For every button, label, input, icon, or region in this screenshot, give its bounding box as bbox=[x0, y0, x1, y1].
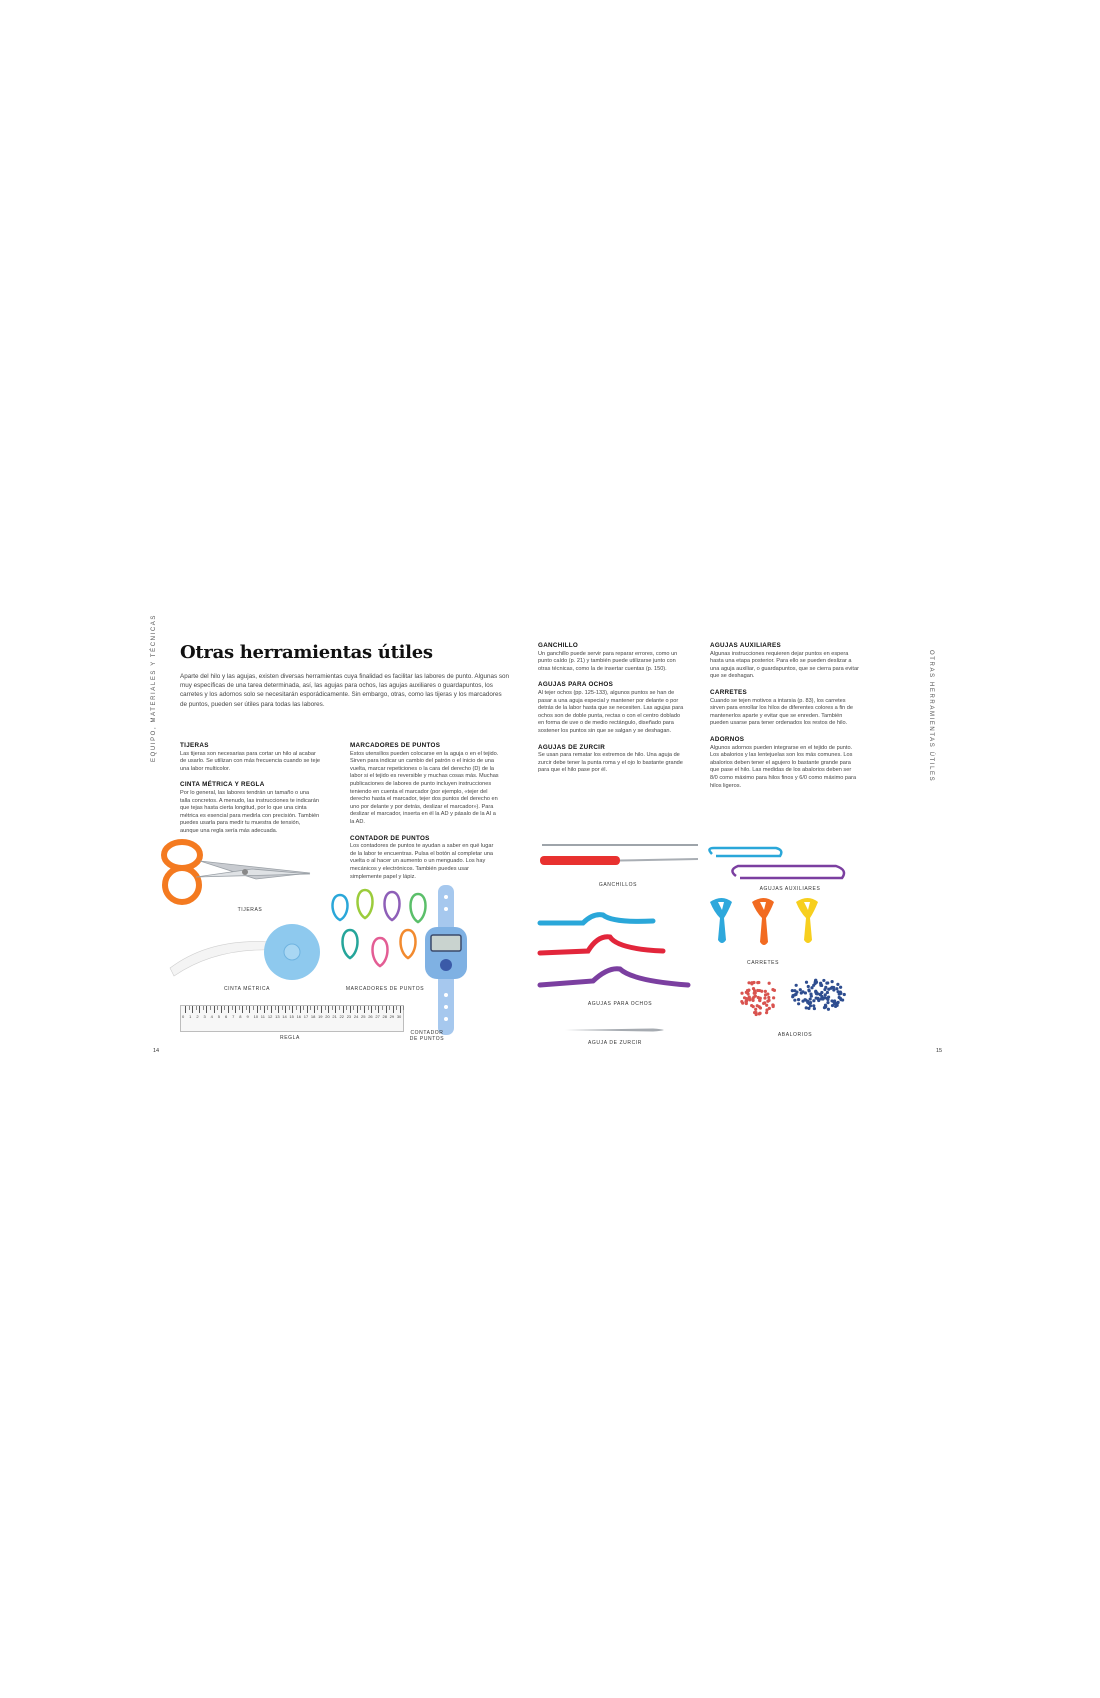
bead bbox=[752, 987, 755, 990]
bead bbox=[762, 1002, 765, 1005]
cable-needle-purple bbox=[540, 969, 688, 985]
bead bbox=[804, 991, 807, 994]
bead bbox=[824, 986, 827, 989]
bead bbox=[797, 998, 800, 1001]
bead bbox=[758, 1005, 761, 1008]
bead bbox=[806, 1000, 809, 1003]
section-text-auxiliares: Algunas instrucciones requieren dejar puntos en espera hasta una etapa posterior. Para ello se pueden deslizar a una aguja auxiliar, o guardapuntos, que se cierra para evitar que se deshagan. bbox=[710, 650, 859, 680]
tape-strip bbox=[170, 942, 272, 976]
ruler-half-tick bbox=[396, 1006, 397, 1010]
right-column-1 bbox=[538, 642, 686, 783]
bead bbox=[795, 984, 798, 987]
tape-measure-image bbox=[170, 920, 330, 990]
section-heading-ochos: AGUJAS PARA OCHOS bbox=[538, 681, 614, 689]
bead bbox=[843, 993, 846, 996]
ruler-half-tick bbox=[282, 1006, 283, 1010]
bead bbox=[814, 979, 817, 982]
caption-contador-line-2: DE PUNTOS bbox=[409, 1036, 445, 1042]
ruler-number: 9 bbox=[246, 1014, 249, 1019]
bead bbox=[752, 996, 755, 999]
bead bbox=[746, 989, 749, 992]
section-text-adornos: Algunos adornos pueden integrarse en el tejido de punto. Los abalorios y las lentejuelas son los más comunes. Los abalorios deben tener el agujero lo bastante grande para que pase el hilo. Las medidas de los abalorios deben ser 8/0 como máximo para hilos finos y 6/0 como máximo para hilos ligeros. bbox=[710, 744, 857, 789]
bead bbox=[809, 997, 812, 1000]
stitch-holder-blue bbox=[709, 848, 781, 856]
caption-contador-line-1: CONTADOR bbox=[410, 1030, 444, 1036]
ruler-tick bbox=[393, 1006, 394, 1013]
ruler-number: 13 bbox=[275, 1014, 280, 1019]
bead bbox=[756, 981, 759, 984]
bead bbox=[752, 999, 755, 1002]
ruler-tick bbox=[228, 1006, 229, 1013]
ruler-number: 23 bbox=[346, 1014, 352, 1019]
caption-auxiliares: AGUJAS AUXILIARES bbox=[759, 886, 821, 892]
ruler-tick bbox=[400, 1006, 401, 1013]
ruler-half-tick bbox=[296, 1006, 297, 1010]
bead bbox=[801, 1000, 804, 1003]
bead bbox=[827, 1008, 830, 1011]
darning-needle-image bbox=[565, 1026, 665, 1034]
ruler-half-tick bbox=[339, 1006, 340, 1010]
bead bbox=[766, 993, 769, 996]
cable-needle-red bbox=[540, 937, 663, 953]
ruler-half-tick bbox=[353, 1006, 354, 1010]
bead bbox=[821, 997, 824, 1000]
bead bbox=[767, 996, 770, 999]
ruler-number: 3 bbox=[203, 1014, 206, 1019]
ruler-tick bbox=[364, 1006, 365, 1013]
crochet-hooks-image bbox=[540, 842, 700, 882]
section-heading-ganchillo: GANCHILLO bbox=[538, 642, 579, 649]
bead bbox=[812, 1004, 815, 1007]
caption-zurcir: AGUJA DE ZURCIR bbox=[587, 1040, 642, 1046]
ruler-number: 5 bbox=[217, 1014, 221, 1019]
marker-pink bbox=[373, 938, 388, 966]
ruler-number: 1 bbox=[189, 1014, 192, 1019]
ruler-tick bbox=[242, 1006, 243, 1013]
ruler-number: 7 bbox=[232, 1014, 235, 1019]
marker-purple bbox=[385, 892, 400, 920]
darning-needle bbox=[565, 1029, 664, 1032]
bead bbox=[795, 991, 798, 994]
left-running-header: EQUIPO, MATERIALES Y TÉCNICAS bbox=[151, 614, 157, 762]
bead bbox=[822, 979, 825, 982]
bead bbox=[810, 995, 813, 998]
caption-abalorios: ABALORIOS bbox=[777, 1032, 813, 1038]
bead bbox=[835, 987, 838, 990]
ruler-number: 18 bbox=[310, 1014, 316, 1019]
bead bbox=[772, 996, 775, 999]
beads-image bbox=[740, 975, 850, 1030]
ruler-tick bbox=[343, 1006, 344, 1013]
bobbins-image bbox=[710, 896, 830, 956]
caption-regla: REGLA bbox=[280, 1035, 300, 1041]
section-text-cinta: Por lo general, las labores tendrán un tamaño o una talla concretos. A menudo, las instrucciones te indicarán que tejas hasta cierta longitud, por lo que una cinta métrica es esencial para medirla con precisión. También puedes usarla para medir tu muestra de tensión, aunque una regla sería más adecuada. bbox=[180, 789, 320, 834]
ruler-half-tick bbox=[196, 1006, 197, 1010]
scissors-handle-bottom bbox=[165, 868, 199, 902]
ruler-half-tick bbox=[253, 1006, 254, 1010]
ruler-tick bbox=[278, 1006, 279, 1013]
bead bbox=[800, 991, 803, 994]
bead bbox=[820, 984, 823, 987]
counter-button bbox=[440, 959, 452, 971]
ruler-number: 22 bbox=[339, 1014, 344, 1019]
ruler-tick bbox=[350, 1006, 351, 1013]
scissors-image bbox=[160, 835, 320, 915]
bead bbox=[747, 992, 750, 995]
marker-teal bbox=[343, 930, 358, 958]
cable-needles-image bbox=[538, 905, 698, 1005]
ruler-number: 8 bbox=[239, 1014, 242, 1019]
caption-ganchillos: GANCHILLOS bbox=[598, 882, 638, 888]
bead bbox=[834, 1005, 837, 1008]
ruler-number: 28 bbox=[382, 1014, 387, 1019]
bead bbox=[805, 981, 808, 984]
bead bbox=[807, 985, 810, 988]
ruler-number: 30 bbox=[396, 1014, 402, 1019]
bead bbox=[765, 1004, 768, 1007]
book-spread bbox=[150, 614, 950, 1070]
ruler-half-tick bbox=[210, 1006, 211, 1010]
bead bbox=[745, 997, 748, 1000]
row-counter-image bbox=[422, 885, 472, 1035]
ruler-number: 14 bbox=[282, 1014, 287, 1019]
ruler-number: 16 bbox=[296, 1014, 302, 1019]
bead bbox=[837, 1001, 840, 1004]
ruler-number: 19 bbox=[318, 1014, 323, 1019]
scissors-pivot bbox=[242, 869, 248, 875]
ruler-half-tick bbox=[203, 1006, 204, 1010]
crochet-hook-red-shaft bbox=[620, 859, 698, 861]
page-number-right: 15 bbox=[936, 1048, 943, 1054]
bead bbox=[766, 1000, 769, 1003]
bead bbox=[740, 992, 743, 995]
crochet-hook-red-handle bbox=[540, 856, 620, 865]
bobbin-yellow bbox=[796, 898, 818, 943]
ruler-half-tick bbox=[289, 1006, 290, 1010]
ruler-half-tick bbox=[389, 1006, 390, 1010]
bead bbox=[757, 996, 760, 999]
bead bbox=[826, 1001, 829, 1004]
ruler-tick bbox=[257, 1006, 258, 1013]
ruler-number: 15 bbox=[289, 1014, 294, 1019]
caption-ochos: AGUJAS PARA OCHOS bbox=[587, 1001, 653, 1007]
stitch-holders-image bbox=[706, 846, 856, 886]
stitch-holder-purple bbox=[732, 866, 844, 878]
section-heading-cinta: CINTA MÉTRICA Y REGLA bbox=[180, 781, 265, 789]
bead bbox=[765, 1011, 768, 1014]
ruler-tick bbox=[192, 1006, 193, 1013]
section-heading-adornos: ADORNOS bbox=[710, 735, 745, 743]
bead bbox=[831, 980, 834, 983]
ruler-ticks bbox=[181, 1006, 403, 1031]
bead bbox=[752, 1005, 755, 1008]
ruler-half-tick bbox=[232, 1006, 233, 1010]
ruler-tick bbox=[378, 1006, 379, 1013]
bead bbox=[826, 991, 829, 994]
ruler-number: 17 bbox=[303, 1014, 309, 1019]
bead bbox=[826, 998, 829, 1001]
bead bbox=[768, 1007, 771, 1010]
bead bbox=[740, 1000, 743, 1003]
bead bbox=[754, 1008, 757, 1011]
ruler-half-tick bbox=[246, 1006, 247, 1010]
bead bbox=[833, 1002, 836, 1005]
ruler-tick bbox=[214, 1006, 215, 1013]
ruler-number: 0 bbox=[182, 1014, 185, 1019]
bead bbox=[839, 992, 842, 995]
right-column-2 bbox=[710, 642, 860, 798]
bead bbox=[752, 981, 755, 984]
bead bbox=[809, 1004, 812, 1007]
ruler-half-tick bbox=[224, 1006, 225, 1010]
ruler-tick bbox=[328, 1006, 329, 1013]
ruler-tick bbox=[285, 1006, 286, 1013]
bead bbox=[832, 988, 835, 991]
section-heading-auxiliares: AGUJAS AUXILIARES bbox=[710, 642, 781, 649]
caption-carretes: CARRETES bbox=[746, 960, 780, 966]
ruler-half-tick bbox=[325, 1006, 326, 1010]
right-running-header: OTRAS HERRAMIENTAS ÚTILES bbox=[928, 650, 934, 783]
bead bbox=[827, 988, 830, 991]
ruler-half-tick bbox=[346, 1006, 347, 1010]
ruler-half-tick bbox=[360, 1006, 361, 1010]
bead bbox=[814, 990, 817, 993]
marker-orange bbox=[401, 930, 416, 958]
section-heading-carretes: CARRETES bbox=[710, 688, 748, 696]
ruler-tick bbox=[199, 1006, 200, 1013]
bead bbox=[797, 1002, 800, 1005]
bead bbox=[768, 982, 771, 985]
ruler-tick bbox=[185, 1006, 186, 1013]
bead bbox=[808, 989, 811, 992]
ruler-tick bbox=[249, 1006, 250, 1013]
bead bbox=[764, 990, 767, 993]
left-column-1 bbox=[180, 742, 320, 844]
ruler-tick bbox=[300, 1006, 301, 1013]
bead bbox=[836, 983, 839, 986]
ruler-tick bbox=[264, 1006, 265, 1013]
ruler-half-tick bbox=[310, 1006, 311, 1010]
ruler-half-tick bbox=[382, 1006, 383, 1010]
ruler-number: 20 bbox=[325, 1014, 330, 1019]
ruler-tick bbox=[307, 1006, 308, 1013]
bead bbox=[755, 1013, 758, 1016]
ruler-number: 24 bbox=[353, 1014, 359, 1019]
section-text-zurcir: Se usan para rematar los extremos de hilo. Una aguja de zurcir debe tener la punta roma y el ojo lo bastante grande para que el hilo pase por él. bbox=[538, 752, 683, 774]
section-heading-marcadores: MARCADORES DE PUNTOS bbox=[350, 742, 441, 749]
ruler-half-tick bbox=[375, 1006, 376, 1010]
bead bbox=[772, 1005, 775, 1008]
ruler-tick bbox=[357, 1006, 358, 1013]
ruler-tick bbox=[386, 1006, 387, 1013]
page-title: Otras herramientas útiles bbox=[180, 642, 433, 663]
ruler-number: 11 bbox=[260, 1014, 265, 1019]
bead bbox=[758, 989, 761, 992]
marker-lime bbox=[358, 890, 373, 918]
scissors-blade-2 bbox=[196, 869, 310, 877]
ruler-half-tick bbox=[267, 1006, 268, 1010]
left-column-2 bbox=[350, 742, 500, 889]
page-number-left: 14 bbox=[153, 1048, 160, 1054]
bead bbox=[838, 996, 841, 999]
bead bbox=[805, 1006, 808, 1009]
ruler-number: 25 bbox=[361, 1014, 366, 1019]
ruler-half-tick bbox=[317, 1006, 318, 1010]
ruler-tick bbox=[221, 1006, 222, 1013]
intro-paragraph: Aparte del hilo y las agujas, existen diversas herramientas cuya finalidad es facilitar las labores de punto. Algunas son muy específicas de una tarea determinada, así, las agujas para ochos, las agujas auxiliares o guardapuntos, los carretes y los adornos solo se necesitarán esporádicamente. Sin embargo, otras, como las tijeras y los marcadores de puntos, pueden ser útiles para todas las labores. bbox=[180, 673, 510, 708]
section-text-carretes: Cuando se tejen motivos a intarsia (p. 83), los carretes sirven para enrollar los hilos de diferentes colores a fin de mantenerlos aparte y evitar que se enreden. También pueden usarse para tener ordenados los restos de hilo. bbox=[710, 697, 854, 727]
ruler-number: 10 bbox=[253, 1014, 259, 1019]
section-text-contador: Los contadores de puntos te ayudan a saber en qué lugar de la labor te encuentras. Pulsa el botón al completar una vuelta o al hacer un aumento o un menguado. Los hay mecánicos y electrónicos. También puedes usar simplemente papel y lápiz. bbox=[350, 843, 494, 880]
bead bbox=[748, 997, 751, 1000]
caption-tijeras: TIJERAS bbox=[237, 907, 263, 913]
ruler-tick bbox=[206, 1006, 207, 1013]
caption-cinta: CINTA MÉTRICA bbox=[223, 986, 271, 992]
ruler-tick bbox=[271, 1006, 272, 1013]
section-text-tijeras: Las tijeras son necesarias para cortar un hilo al acabar de usarlo. Se utilizan con más frecuencia cuando se teje una labor multicolor. bbox=[180, 750, 320, 772]
bead bbox=[824, 1005, 827, 1008]
bobbin-blue bbox=[710, 898, 732, 943]
bead bbox=[836, 990, 839, 993]
bead bbox=[758, 1012, 761, 1015]
bead bbox=[771, 988, 774, 991]
bead bbox=[793, 999, 796, 1002]
bead bbox=[813, 1007, 816, 1010]
ruler-half-tick bbox=[189, 1006, 190, 1010]
bobbin-orange bbox=[752, 898, 774, 945]
ruler-number: 21 bbox=[332, 1014, 337, 1019]
ruler-number: 12 bbox=[267, 1014, 273, 1019]
bead bbox=[812, 999, 815, 1002]
ruler-half-tick bbox=[217, 1006, 218, 1010]
ruler-number: 27 bbox=[375, 1014, 380, 1019]
bead bbox=[753, 992, 756, 995]
bead bbox=[824, 993, 827, 996]
cable-needle-blue bbox=[540, 915, 653, 923]
bead bbox=[812, 984, 815, 987]
ruler-half-tick bbox=[368, 1006, 369, 1010]
marker-blue bbox=[333, 895, 348, 920]
ruler-number: 6 bbox=[224, 1014, 228, 1019]
bead bbox=[747, 981, 750, 984]
ruler-image bbox=[180, 1005, 404, 1032]
section-heading-zurcir: AGUJAS DE ZURCIR bbox=[538, 743, 606, 751]
caption-contador bbox=[405, 1030, 449, 1042]
tape-button bbox=[284, 944, 300, 960]
bead bbox=[763, 996, 766, 999]
section-text-marcadores: Estos utensilios pueden colocarse en la aguja o en el tejido. Sirven para indicar un cambio del patrón o el inicio de una vuelta, marcar repeticiones o la cara del derecho (D) de la labor si el tejido es reversible y muchas cosas más. Muchas publicaciones de labores de punto incluyen instrucciones teniendo en cuenta el marcador (por ejemplo, «tejer del derecho hasta el marcador, tejer dos puntos del derecho en uno por delante y por detrás, deslizar el marcador»). Para deslizar el marcador, inserta en él la AD y pásalo de la AI a la AD. bbox=[350, 750, 499, 825]
ruler-number: 26 bbox=[368, 1014, 373, 1019]
ruler-tick bbox=[371, 1006, 372, 1013]
ruler-number: 4 bbox=[210, 1014, 213, 1019]
ruler-half-tick bbox=[239, 1006, 240, 1010]
section-text-ganchillo: Un ganchillo puede servir para reparar errores, como un punto caído (p. 21) y también puede utilizarse junto con otras técnicas, como la de insertar cuentas (p. 150). bbox=[538, 650, 678, 672]
bead bbox=[825, 982, 828, 985]
ruler-tick bbox=[314, 1006, 315, 1013]
ruler-half-tick bbox=[403, 1006, 404, 1010]
bead bbox=[793, 993, 796, 996]
ruler-number: 2 bbox=[196, 1014, 199, 1019]
section-heading-tijeras: TIJERAS bbox=[180, 742, 209, 749]
section-text-ochos: Al tejer ochos (pp. 125-133), algunos puntos se han de pasar a una aguja especial y mantener por delante o por detrás de la labor hasta que se necesiten. Las agujas para ochos son de doble punta, rectas o con el centro doblado en forma de uve o de medio rectángulo, diseñado para sostener los puntos sin que se salgan y se deshagan. bbox=[538, 689, 684, 734]
ruler-half-tick bbox=[303, 1006, 304, 1010]
bead bbox=[799, 988, 802, 991]
caption-marcadores: MARCADORES DE PUNTOS bbox=[345, 986, 425, 992]
ruler-tick bbox=[321, 1006, 322, 1013]
bead bbox=[816, 997, 819, 1000]
ruler-tick bbox=[292, 1006, 293, 1013]
ruler-tick bbox=[235, 1006, 236, 1013]
scissors-handle-top bbox=[164, 842, 200, 868]
counter-screen bbox=[431, 935, 461, 951]
section-heading-contador: CONTADOR DE PUNTOS bbox=[350, 834, 430, 842]
bead bbox=[839, 986, 842, 989]
ruler-half-tick bbox=[332, 1006, 333, 1010]
ruler-tick bbox=[335, 1006, 336, 1013]
ruler-number: 29 bbox=[389, 1014, 395, 1019]
bead bbox=[830, 999, 833, 1002]
ruler-half-tick bbox=[275, 1006, 276, 1010]
bead bbox=[807, 1007, 810, 1010]
ruler-half-tick bbox=[260, 1006, 261, 1010]
